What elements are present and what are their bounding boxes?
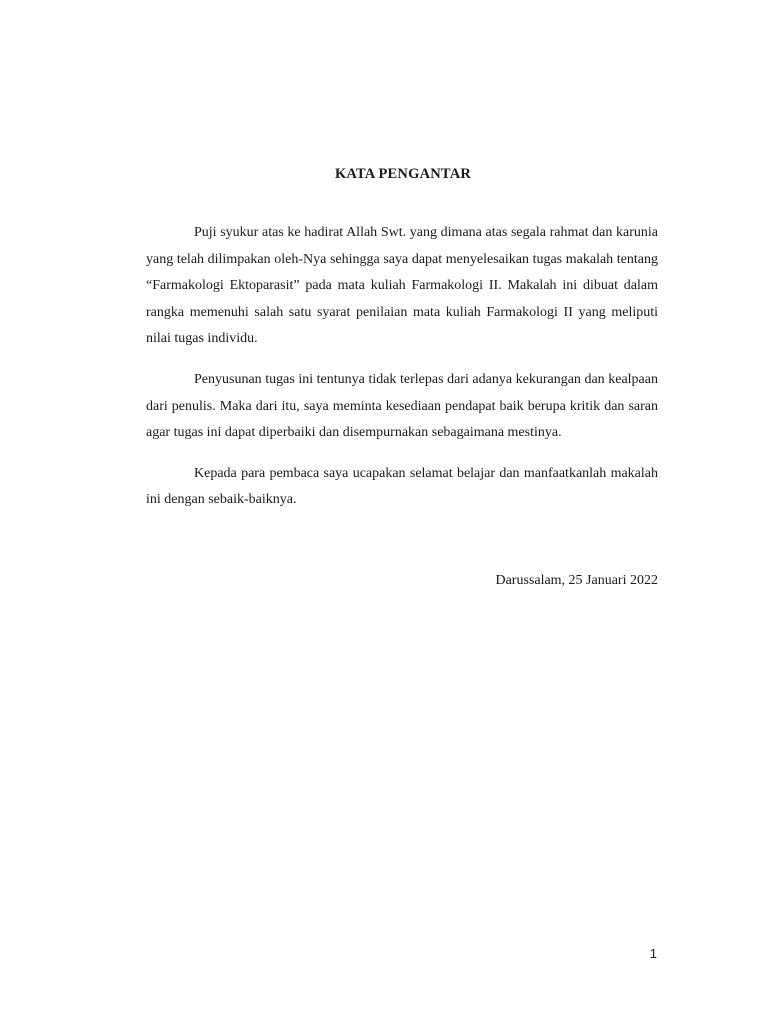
paragraph-3: Kepada para pembaca saya ucapakan selamat belajar dan manfaatkanlah makalah ini dengan sebaik-baiknya. [146,465,658,508]
paragraph-1: Puji syukur atas ke hadirat Allah Swt. yang dimana atas segala rahmat dan karunia yang telah dilimpakan oleh-Nya sehingga saya dapat menyelesaikan tugas makalah tentang “Farmakologi Ektoparasit” pada mata kuliah Farmakologi II. Makalah ini dibuat dalam rangka memenuhi salah satu syarat penilaian mata kuliah Farmakologi II yang meliputi nilai tugas individu. [146,225,658,347]
paragraph-2: Penyusunan tugas ini tentunya tidak terlepas dari adanya kekurangan dan kealpaan dari penulis. Maka dari itu, saya meminta kesediaan pendapat baik berupa kritik dan saran agar tugas ini dapat diperbaiki dan disempurnakan sebagaimana mestinya. [146,371,658,441]
page-title: KATA PENGANTAR [334,166,472,182]
page-number: 1 [649,946,657,961]
place-date: Darussalam, 25 Januari 2022 [495,573,658,588]
document-body [146,220,658,528]
